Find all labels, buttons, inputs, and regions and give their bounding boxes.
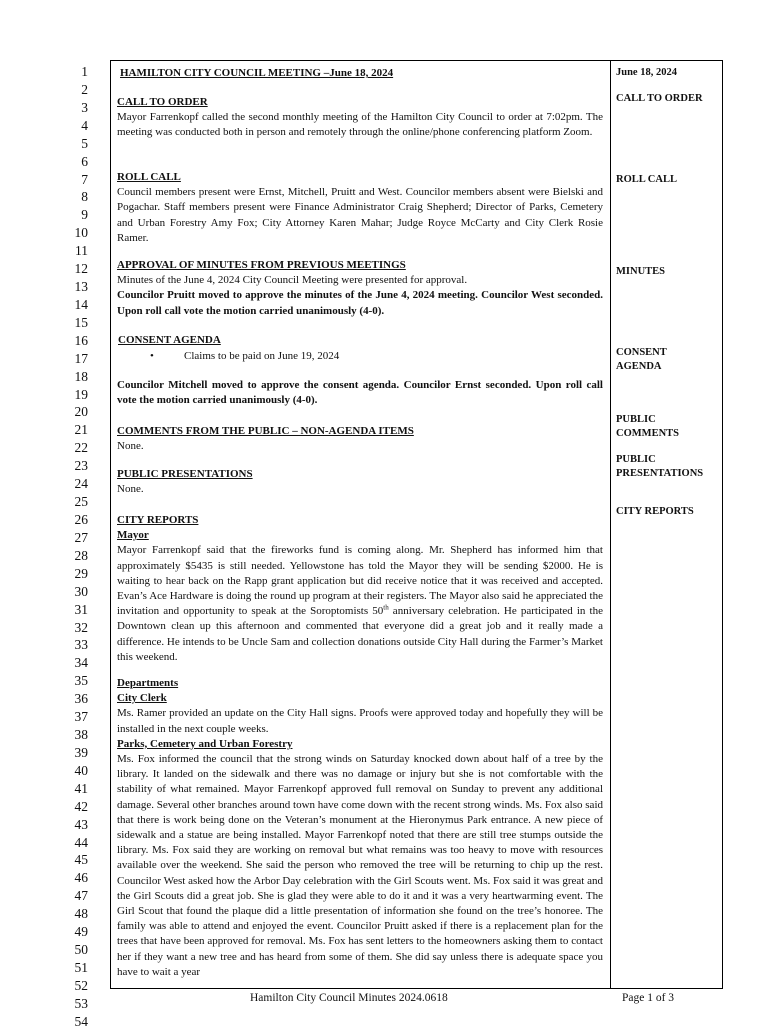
line-number: 30 xyxy=(74,583,88,599)
roll-call-text: Council members present were Ernst, Mitchell, Pruitt and West. Councilor members absent were Bielski and Pogachar. Staff members present were Finance Administrator Craig Shepherd; Director of Parks, Cemetery and Urban Forestry Amy Fox; City Attorney Karen Mahar; Judge Royce McCarty and City Clerk Rosie Ramer. xyxy=(117,186,603,244)
minutes-section xyxy=(117,258,603,319)
line-number: 42 xyxy=(74,798,88,814)
consent-bullet-text: Claims to be paid on June 19, 2024 xyxy=(184,350,340,362)
public-presentations-section xyxy=(117,467,603,497)
line-number: 34 xyxy=(74,655,88,671)
departments-section xyxy=(117,676,603,992)
line-number: 36 xyxy=(74,691,88,707)
line-number: 41 xyxy=(74,780,88,796)
line-number: 17 xyxy=(74,350,88,366)
line-number: 21 xyxy=(74,422,88,438)
line-number: 50 xyxy=(74,942,88,958)
line-number: 26 xyxy=(74,512,88,527)
line-number: 29 xyxy=(74,565,88,581)
city-reports-section xyxy=(117,513,603,665)
mayor-heading: Mayor xyxy=(117,529,149,542)
line-number: 32 xyxy=(74,619,88,635)
line-number: 16 xyxy=(74,332,88,348)
roll-call-heading: ROLL CALL xyxy=(117,171,181,183)
line-number: 47 xyxy=(74,888,88,904)
line-number: 46 xyxy=(74,870,88,886)
line-number: 39 xyxy=(74,744,88,760)
line-number: 52 xyxy=(74,977,88,993)
city-clerk-text: Ms. Ramer provided an update on the City Hall signs. Proofs were approved today and hopefully they will be installed in the next couple weeks. xyxy=(117,707,603,735)
line-number: 14 xyxy=(74,296,88,312)
line-number: 7 xyxy=(81,171,88,187)
public-comments-heading: COMMENTS FROM THE PUBLIC – NON-AGENDA ITEMS xyxy=(117,425,414,437)
line-number: 8 xyxy=(81,189,88,205)
minutes-text: Minutes of the June 4, 2024 City Council Meeting were presented for approval. xyxy=(117,274,468,287)
consent-motion: Councilor Mitchell moved to approve the consent agenda. Councilor Ernst seconded. Upon roll call vote the motion carried unanimously (4-0). xyxy=(117,379,603,407)
ordinal-suffix: th xyxy=(383,603,389,612)
line-number: 3 xyxy=(81,99,88,115)
line-number: 2 xyxy=(81,81,88,97)
line-number: 19 xyxy=(74,386,88,402)
line-number: 22 xyxy=(74,440,88,456)
side-consent-agenda: CONSENT AGENDA xyxy=(616,347,667,372)
side-city-reports: CITY REPORTS xyxy=(616,506,694,517)
public-comments-section xyxy=(117,424,603,454)
line-number: 33 xyxy=(74,637,88,653)
line-number: 43 xyxy=(74,816,88,832)
line-number: 27 xyxy=(74,529,88,545)
column-divider xyxy=(610,60,611,989)
page-number: Page 1 of 3 xyxy=(622,992,675,1004)
mayor-report-text-part2: anniversary celebration. He participated in the Downtown clean up this afternoon and commented that everyone did a great job and it really made a difference. He intends to be Uncle Sam and collection donations outside City Hall during the Farmer’s Market this weekend. xyxy=(117,605,603,663)
minutes-heading: APPROVAL OF MINUTES FROM PREVIOUS MEETINGS xyxy=(117,259,406,271)
line-number: 28 xyxy=(74,547,88,563)
line-number: 48 xyxy=(74,906,88,922)
parks-heading: Parks, Cemetery and Urban Forestry xyxy=(117,737,293,750)
side-public-comments: PUBLIC COMMENTS xyxy=(616,414,679,439)
side-call-to-order: CALL TO ORDER xyxy=(616,93,703,104)
line-number: 31 xyxy=(74,601,88,617)
line-number: 1 xyxy=(81,64,88,79)
roll-call-section xyxy=(117,170,603,246)
line-number: 15 xyxy=(74,314,88,330)
bullet-icon: • xyxy=(150,350,154,362)
line-number: 9 xyxy=(81,207,88,223)
line-number: 37 xyxy=(74,709,88,725)
line-number: 11 xyxy=(75,243,88,259)
line-number: 6 xyxy=(81,153,88,169)
public-presentations-text: None. xyxy=(117,483,144,496)
line-number: 20 xyxy=(74,404,88,420)
line-number: 44 xyxy=(74,834,88,850)
call-to-order-section xyxy=(117,95,603,141)
line-number: 18 xyxy=(74,368,88,384)
line-number: 24 xyxy=(74,476,88,492)
document-title: HAMILTON CITY COUNCIL MEETING –June 18, 2024 xyxy=(120,67,394,79)
line-number: 10 xyxy=(74,225,88,241)
line-number: 53 xyxy=(74,995,88,1011)
line-number: 49 xyxy=(74,924,88,940)
line-number: 51 xyxy=(74,960,88,975)
line-number: 45 xyxy=(74,852,88,868)
line-number: 4 xyxy=(81,117,88,133)
line-number: 12 xyxy=(74,261,88,277)
side-date: June 18, 2024 xyxy=(616,67,677,78)
mayor-report-text xyxy=(117,543,603,665)
line-number: 5 xyxy=(81,135,88,151)
line-number: 23 xyxy=(74,458,88,474)
line-number: 25 xyxy=(74,494,88,510)
line-number: 40 xyxy=(74,762,88,778)
footer-title: Hamilton City Council Minutes 2024.0618 xyxy=(250,992,448,1004)
public-comments-text: None. xyxy=(117,440,144,453)
call-to-order-heading: CALL TO ORDER xyxy=(117,96,208,108)
line-number: 35 xyxy=(74,673,88,689)
city-reports-heading: CITY REPORTS xyxy=(117,514,199,526)
side-roll-call: ROLL CALL xyxy=(616,174,677,185)
public-presentations-heading: PUBLIC PRESENTATIONS xyxy=(117,468,253,480)
side-public-presentations: PUBLIC PRESENTATIONS xyxy=(616,454,704,479)
side-minutes: MINUTES xyxy=(616,266,666,277)
minutes-motion: Councilor Pruitt moved to approve the minutes of the June 4, 2024 meeting. Councilor West seconded. Upon roll call vote the motion carried unanimously (4-0). xyxy=(117,289,603,317)
city-clerk-heading: City Clerk xyxy=(117,692,167,705)
consent-bullet-item xyxy=(150,349,339,364)
departments-heading: Departments xyxy=(117,677,179,689)
mayor-report-text-part1: Mayor Farrenkopf said that the fireworks fund is coming along. Mr. Shepherd has informed him that approximately $5435 is still needed. Yellowstone has told the Mayor they will be sending $2000. He is waiting to hear back on the Rapp grant application but did receive notice that it was received and accepted. Evan’s Ace Hardware is doing the round up program at their registers. The Mayor also said he appreciated the invitation and opportunity to speak at the Soroptomists 50 xyxy=(117,544,603,618)
line-number: 54 xyxy=(74,1013,88,1029)
consent-heading: CONSENT AGENDA xyxy=(118,334,221,346)
parks-report-text: Ms. Fox informed the council that the strong winds on Saturday knocked down about half of a tree by the library. It landed on the sidewalk and there was no damage or injury but she is not comfortable with the stability of what remained. Mayor Farrenkopf approved full removal on Sunday to prevent any additional damage. Several other branches around town have come down with the recent strong winds. Ms. Fox also said that there is work being done on the Veteran’s monument at the Hieronymus Park entrance. A new piece of sidewalk and a statue are being installed. Mayor Farrenkopf noted that there are still tree stumps outside the library. Ms. Fox said they are working on removal but what remains was too heavy to move with resources available over the weekend. She said the person who removed the tree will be returning to chip up the rest. Councilor West asked how the Arbor Day celebration with the Girl Scouts went. Ms. Fox said it was great and the Girl Scouts did a great job. She is glad they were able to do it and it was a very heartwarming event. The Girl Scout that found the plaque did a little presentation of information she found on the tree’s honoree. The family was able to attend and enjoyed the event. Councilor Pruitt asked if there is a replacement plan for the trees that have been approved for removal. Ms. Fox has sent letters to the homeowners asking them to contact her if they want a new tree and has heard from some of them. She did say unless there is adequate space you have to wait a year xyxy=(117,753,603,978)
line-number: 13 xyxy=(74,279,88,295)
line-number: 38 xyxy=(74,727,88,743)
call-to-order-text: Mayor Farrenkopf called the second monthly meeting of the Hamilton City Council to order at 7:02pm. The meeting was conducted both in person and remotely through the online/phone conferencing platform Zoom. xyxy=(117,111,603,139)
